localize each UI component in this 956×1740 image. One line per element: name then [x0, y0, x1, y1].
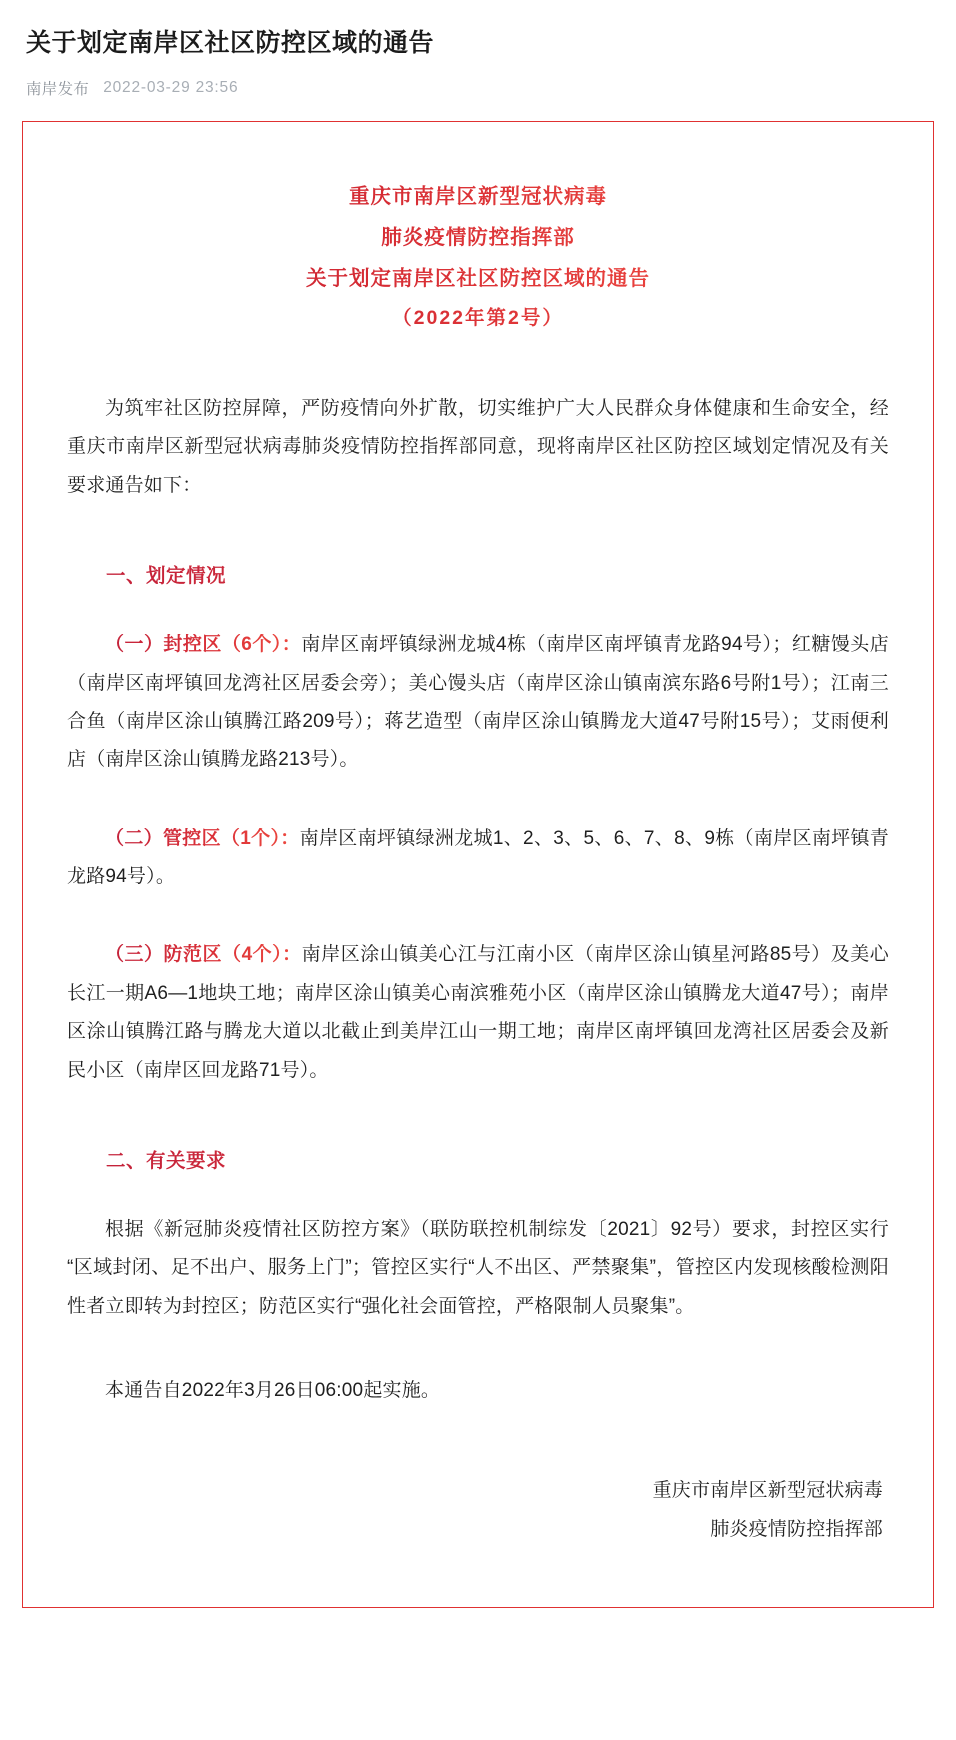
zone-text-precaution: 南岸区涂山镇美心江与江南小区（南岸区涂山镇星河路85号）及美心长江一期A6—1地块工地；南岸区涂山镇美心南滨雅苑小区（南岸区涂山镇腾龙大道47号）；南岸区涂山镇腾江路与腾龙大道以北截止到美岸江山一期工地；南岸区南坪镇回龙湾社区居委会及新民小区（南岸区回龙路71号）。 [67, 944, 889, 1081]
notice-title-line-3: 关于划定南岸区社区防控区域的通告 [306, 267, 650, 290]
signature-block [67, 1472, 889, 1549]
zone-text-controlled: 南岸区南坪镇绿洲龙城1、2、3、5、6、7、8、9栋（南岸区南坪镇青龙路94号）。 [67, 827, 889, 887]
article-header [0, 0, 956, 99]
zone-label-precaution: （三）防范区（4个）： [105, 944, 302, 966]
requirements-paragraph: 根据《新冠肺炎疫情社区防控方案》（联防联控机制综发〔2021〕92号）要求，封控区实行“区域封闭、足不出户、服务上门”；管控区实行“人不出区、严禁聚集”，管控区内发现核酸检测阳性者立即转为封控区；防范区实行“强化社会面管控，严格限制人员聚集”。 [67, 1218, 889, 1317]
notice-document-number: （2022年第2号） [392, 307, 564, 329]
article-timestamp: 2022-03-29 23:56 [103, 79, 239, 96]
zone-text-sealed: 南岸区南坪镇绿洲龙城4栋（南岸区南坪镇青龙路94号）；红糖馒头店（南岸区南坪镇回龙湾社区居委会旁）；美心馒头店（南岸区涂山镇南滨东路6号附1号）；江南三合鱼（南岸区涂山镇腾江路209号）；蒋艺造型（南岸区涂山镇腾龙大道47号附15号）；艾雨便利店（南岸区涂山镇腾龙路213号）。 [67, 634, 889, 771]
zone-label-sealed: （一）封控区（6个）： [105, 634, 302, 656]
zone-paragraph-controlled [67, 820, 889, 897]
effective-date-paragraph: 本通告自2022年3月26日06:00起实施。 [105, 1380, 441, 1401]
notice-title [67, 176, 889, 338]
signature-line-2: 肺炎疫情防控指挥部 [710, 1518, 883, 1540]
page-title: 关于划定南岸区社区防控区域的通告 [26, 29, 435, 57]
article-source: 南岸发布 [26, 81, 90, 98]
section-heading-one: 一、划定情况 [67, 557, 889, 596]
article-meta [26, 77, 930, 99]
zone-paragraph-precaution [67, 936, 889, 1090]
signature-line-1: 重庆市南岸区新型冠状病毒 [652, 1480, 883, 1502]
zone-paragraph-sealed [67, 626, 889, 780]
section-heading-two: 二、有关要求 [67, 1142, 889, 1181]
zone-label-controlled: （二）管控区（1个）： [105, 827, 300, 849]
notice-title-line-1: 重庆市南岸区新型冠状病毒 [349, 185, 607, 208]
notice-intro-paragraph: 为筑牢社区防控屏障，严防疫情向外扩散，切实维护广大人民群众身体健康和生命安全，经重庆市南岸区新型冠状病毒肺炎疫情防控指挥部同意，现将南岸区社区防控区域划定情况及有关要求通告如下： [67, 398, 889, 496]
notice-container [22, 121, 934, 1608]
notice-title-line-2: 肺炎疫情防控指挥部 [381, 226, 575, 249]
